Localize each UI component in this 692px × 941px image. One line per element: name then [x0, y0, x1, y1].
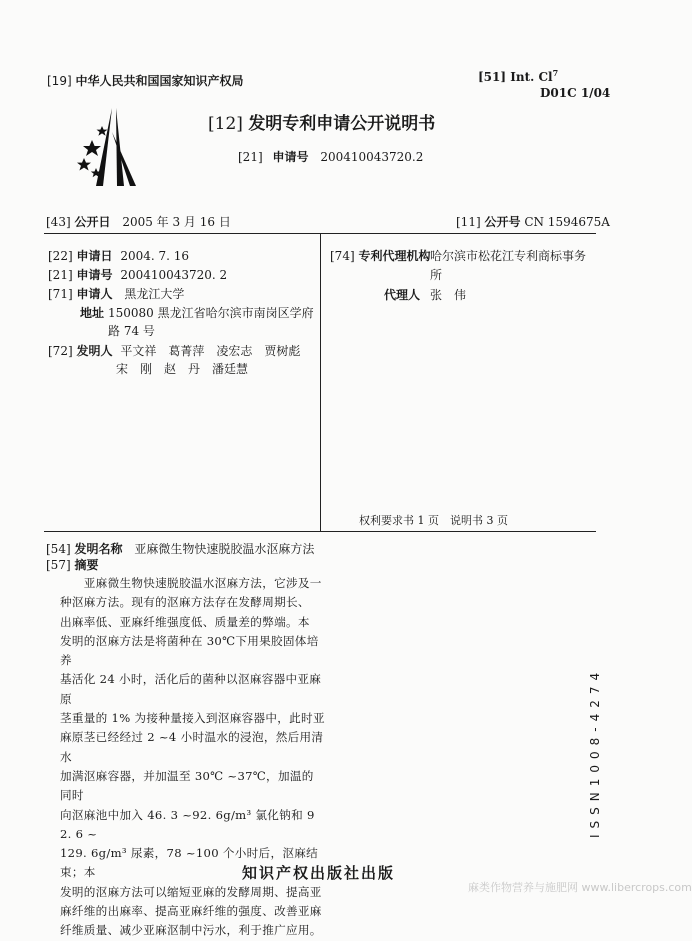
abstract-body: [60, 574, 325, 941]
abstract-label: 摘要: [74, 558, 99, 572]
pub-date-line: [46, 213, 231, 230]
abstract-line: 发明的沤麻方法是将菌种在 30℃下用果胶固体培养: [60, 633, 319, 668]
applicant-row: [48, 285, 184, 302]
agency-row: [330, 247, 430, 264]
pub-date-label: 公开日: [74, 215, 111, 229]
inventors-line-2: 宋 刚 赵 丹 潘廷慧: [116, 362, 249, 376]
header-app-no-code: [21]: [238, 150, 263, 164]
header-app-no-label: 申请号: [272, 150, 309, 164]
abstract-line: 麻原茎已经经过 2 ~4 小时温水的浸泡，然后用清水: [60, 730, 324, 764]
int-cl-label: Int. Cl: [510, 70, 553, 84]
agency-code: [74]: [330, 249, 355, 263]
office-name: 中华人民共和国国家知识产权局: [75, 74, 244, 88]
abstract-line: 基活化 24 小时，活化后的菌种以沤麻容器中亚麻原: [60, 672, 322, 706]
agency-label: 专利代理机构: [358, 249, 431, 263]
appno-label: 申请号: [76, 268, 113, 282]
inventor-row: [48, 342, 300, 359]
abstract-line: 麻纤维的出麻率、提高亚麻纤维的强度、改善亚麻: [60, 904, 322, 919]
abstract-line: 加满沤麻容器，并加温至 30℃ ~37℃，加温的同时: [60, 768, 314, 803]
abstract-heading-row: [46, 556, 98, 573]
abstract-line: 向沤麻池中加入 46. 3 ~92. 6g/m³ 氯化钠和 92. 6 ~: [60, 807, 315, 841]
doc-type: 发明专利申请公开说明书: [248, 114, 436, 134]
title-code: [54]: [46, 542, 71, 556]
int-cl-value: D01C 1/04: [540, 86, 611, 100]
inventor-code: [72]: [48, 344, 73, 358]
abstract-line: 亚麻微生物快速脱胶温水沤麻方法，它涉及一: [60, 576, 322, 590]
header-app-no-value: 200410043720.2: [320, 150, 424, 164]
doc-type-code: [12]: [208, 114, 243, 134]
header-app-no-line: [238, 148, 423, 165]
pub-no-label: 公开号: [484, 215, 521, 229]
applicant-value: 黑龙江大学: [124, 287, 185, 301]
office-code: [19]: [47, 74, 72, 88]
pages-note: 权利要求书 1 页 说明书 3 页: [359, 514, 508, 527]
office-line: [47, 72, 243, 89]
agent-value: 张 伟: [430, 288, 467, 302]
applicant-label: 申请人: [76, 287, 113, 301]
abstract-line: 茎重量的 1% 为接种量接入到沤麻容器中，此时亚: [60, 711, 325, 726]
filing-label: 申请日: [76, 249, 113, 263]
app-no-row: [48, 266, 227, 283]
agent-label: 代理人: [384, 288, 421, 302]
pub-date-value: 2005 年 3 月 16 日: [122, 215, 231, 229]
column-divider: [320, 233, 321, 531]
pub-no-line: [456, 213, 610, 230]
address-line-1: 150080 黑龙江省哈尔滨市南岗区学府: [108, 306, 314, 320]
pub-no-value: CN 1594675A: [524, 215, 610, 229]
patent-office-star-emblem-icon: [72, 104, 152, 188]
abstract-line: 纤维质量、减少亚麻沤制中污水，利于推广应用。: [60, 923, 322, 938]
abstract-line: 出麻率低、亚麻纤维强度低、质量差的弊端。本: [60, 614, 310, 629]
title-label: 发明名称: [74, 542, 123, 556]
abstract-line: 种沤麻方法。现有的沤麻方法存在发酵周期长、: [60, 595, 310, 610]
int-cl-code: [51]: [478, 70, 507, 84]
bottom-rule: [44, 531, 596, 532]
issn-vertical: ISSN1008-4274: [588, 666, 602, 838]
site-watermark: 麻类作物营养与施肥网 www.libercrops.com: [468, 881, 692, 894]
address-label: 地址: [80, 306, 105, 320]
abstract-code: [57]: [46, 558, 71, 572]
agency-value-line-1: 哈尔滨市松花江专利商标事务: [430, 249, 587, 263]
abstract-line: 129. 6g/m³ 尿素，78 ~100 个小时后，沤麻结束；本: [60, 846, 319, 880]
filing-value: 2004. 7. 16: [120, 249, 190, 263]
int-cl-sup: 7: [552, 68, 559, 78]
pub-date-code: [43]: [46, 215, 71, 229]
abstract-line: 发明的沤麻方法可以缩短亚麻的发酵周期、提高亚: [60, 884, 322, 899]
int-cl-line: [478, 68, 558, 84]
publisher-footer: 知识产权出版社出版: [242, 864, 396, 882]
title-value: 亚麻微生物快速脱胶温水沤麻方法: [134, 542, 315, 556]
appno-code: [21]: [48, 268, 73, 282]
pub-no-code: [11]: [456, 215, 481, 229]
agency-value-line-2: 所: [430, 268, 443, 282]
filing-code: [22]: [48, 249, 73, 263]
applicant-code: [71]: [48, 287, 73, 301]
appno-value: 200410043720. 2: [120, 268, 228, 282]
doc-type-line: [208, 109, 435, 134]
address-line-2: 路 74 号: [108, 324, 155, 338]
invention-title-row: [46, 540, 314, 557]
inventor-label: 发明人: [76, 344, 113, 358]
inventors-line-1: 平文祥 葛菁萍 凌宏志 贾树彪: [120, 344, 301, 358]
filing-date-row: [48, 247, 189, 264]
